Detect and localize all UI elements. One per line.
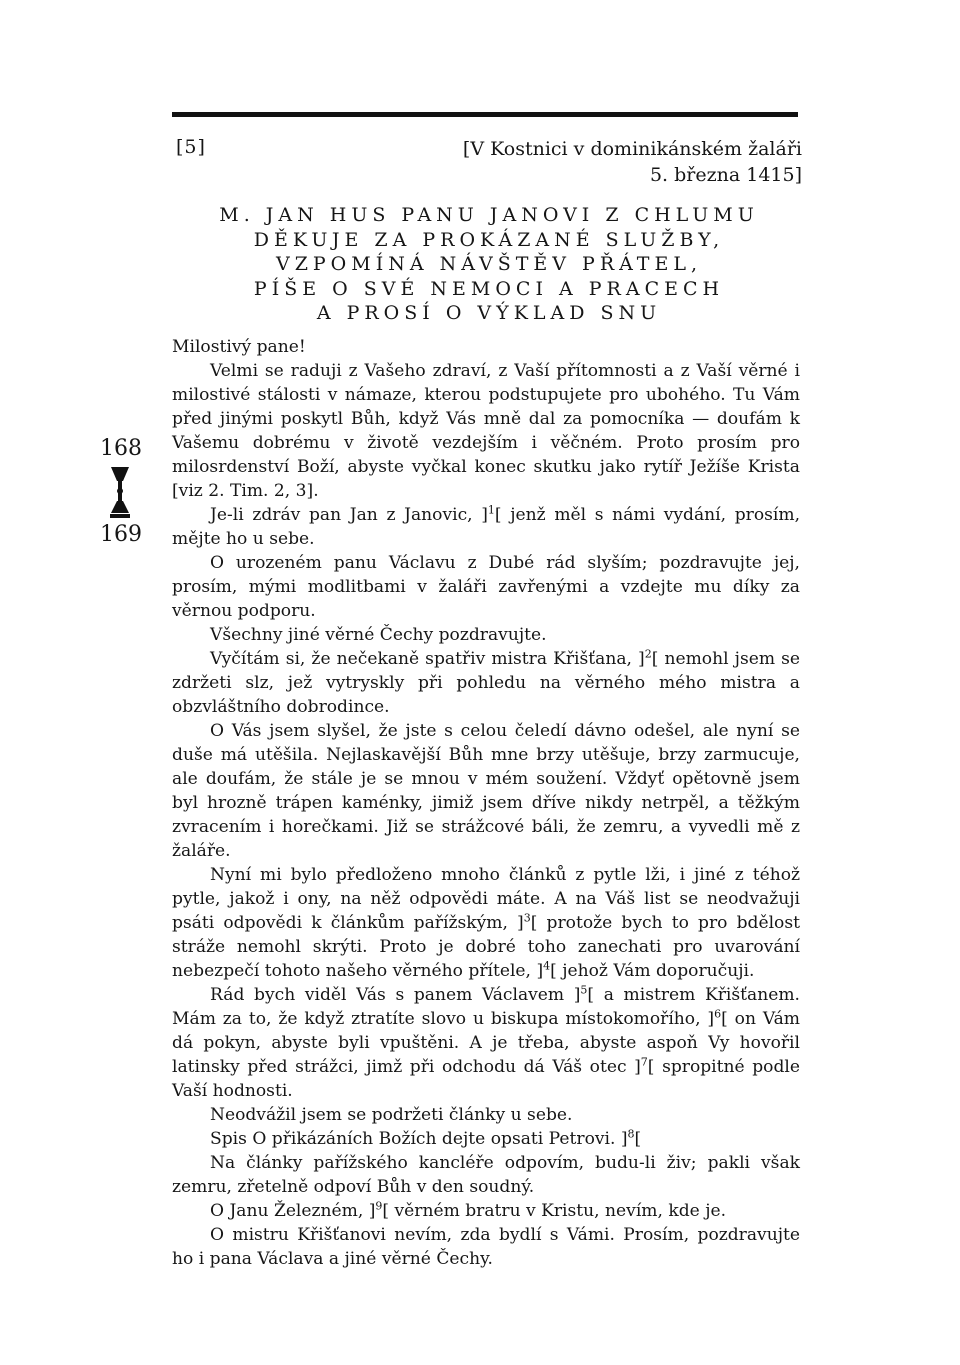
paragraph-text: nemohl jsem se zdržeti slz, jež vytryskly při pohledu na věrného mého mistra a obzvláštního dobrodince. — [172, 649, 800, 717]
paragraph: Velmi se raduji z Vašeho zdraví, z Vaší přítomnosti a z Vaší věrné i milostivé stálosti v námaze, kterou podstupujete pro ubohého. Tu Vám před jinými poskytl Bůh, když Vás mně dal za pomocníka — doufám k Vašemu dobrému v životě vezdejším i věčném. Proto prosím pro milosrdenství Boží, abyste vyčkal konec skutku jako rytíř Ježíše Krista [viz 2. Tim. 2, 3]. — [172, 361, 800, 501]
footnote-marker: ]$^3$[ — [517, 911, 538, 933]
paragraph: Neodvážil jsem se podržeti články u sebe. — [210, 1105, 573, 1125]
footnote-marker: ]$^5$[ — [573, 983, 595, 1005]
paragraph — [172, 503, 800, 551]
dateline-place: [V Kostnici v dominikánském žaláři — [462, 138, 802, 160]
footnote-marker: ]$^4$[ — [536, 959, 557, 981]
footnote-marker: ]$^1$[ — [481, 503, 502, 525]
paragraph-text: jenž měl s námi vydání, prosím, mějte ho u sebe. — [172, 505, 800, 549]
title-line: DĚKUJE ZA PROKÁZANÉ SLUŽBY, — [253, 228, 725, 251]
footnote-marker: ]$^6$[ — [707, 1007, 728, 1029]
top-rule — [172, 112, 798, 117]
title-line: A PROSÍ O VÝKLAD SNU — [316, 302, 662, 324]
paragraph-text: jehož Vám doporučuji. — [562, 961, 755, 981]
margin-page-top: 168 — [100, 436, 142, 461]
footnote-marker: ]$^9$[ — [368, 1199, 390, 1221]
paragraph-text: věrném bratru v Kristu, nevím, kde je. — [394, 1201, 727, 1221]
salutation: Milostivý pane! — [172, 337, 306, 357]
paragraph: Všechny jiné věrné Čechy pozdravujte. — [210, 625, 547, 645]
paragraph-text: on Vám dá pokyn, abyste byli vpuštěni. A je třeba, abyste aspoň Vy hovořil latinsky před strážci, jimž při odchodu dá Váš otec — [172, 1009, 801, 1077]
paragraph: O mistru Křišťanovi nevím, zda bydlí s Vámi. Prosím, pozdravujte ho i pana Václava a jiné věrné Čechy. — [172, 1225, 800, 1269]
title-line: M. JAN HUS PANU JANOVI Z CHLUMU — [219, 204, 759, 226]
paragraph-text: Je-li zdráv pan Jan z Janovic, — [210, 505, 473, 525]
paragraph-text: O Janu Železném, — [210, 1201, 364, 1221]
document-dateline — [463, 136, 802, 188]
paragraph: Na články pařížského kancléře odpovím, budu-li živ; pakli však zemru, zřetelně odpoví Bůh v den soudný. — [172, 1153, 800, 1197]
paragraph-text: Vyčítám si, že nečekaně spatřiv mistra Křišťana, — [210, 649, 632, 669]
document-number: [5] — [176, 136, 206, 158]
paragraph — [172, 647, 800, 719]
paragraph — [172, 983, 800, 1103]
paragraph-text: Nyní mi bylo předloženo mnoho článků z pytle lži, i jiné z téhož pytle, jakož i ony, na něž odpovědi máte. A na Váš list se neodvažuji psáti odpovědi k článkům pařížským, — [172, 865, 800, 933]
letter-body — [172, 335, 800, 1271]
paragraph — [172, 1199, 800, 1223]
dateline-date: 5. března 1415] — [649, 164, 802, 186]
footnote-marker: ]$^8$[ — [620, 1127, 642, 1149]
margin-page-bottom: 169 — [100, 522, 142, 547]
paragraph — [172, 1127, 800, 1151]
margin-page-reference — [100, 437, 140, 547]
paragraph-text: a mistrem Křišťanem. Mám za to, že když ztratíte slovo u biskupa místokomořího, — [172, 985, 800, 1029]
title-line: VZPOMÍNÁ NÁVŠTĚV PŘÁTEL, — [275, 253, 703, 275]
paragraph-text: Rád bych viděl Vás s panem Václavem — [210, 985, 565, 1005]
footnote-marker: ]$^7$[ — [634, 1055, 655, 1077]
paragraph — [172, 863, 800, 983]
title-line: PÍŠE O SVÉ NEMOCI A PRACECH — [253, 277, 725, 300]
paragraph-text: protože bych to pro bdělost stráže nemohl skrýti. Proto je dobré toho zanechati pro uvarování nebezpečí tohoto našeho věrného přítele, — [172, 913, 800, 981]
footnote-marker: ]$^2$[ — [638, 647, 659, 669]
letter-title — [176, 203, 802, 326]
paragraph: O urozeném panu Václavu z Dubé rád slyším; pozdravujte jej, prosím, mými modlitbami v žaláři zavřenými a vzdejte mu díky za věrnou podporu. — [172, 553, 800, 621]
paragraph-text: Spis O přikázáních Božích dejte opsati Petrovi. — [210, 1129, 616, 1149]
paragraph-text: spropitné podle Vaší hodnosti. — [172, 1057, 800, 1101]
chalice-icon — [109, 463, 131, 521]
paragraph: O Vás jsem slyšel, že jste s celou čeledí dávno odešel, ale nyní se duše má utěšila. Nejlaskavější Bůh mne brzy utěšuje, brzy zarmucuje, ale doufám, že stále je se mnou v mém soužení. Vždyť opětovně jsem byl hrozně trápen kaménky, jimiž jsem dříve nikdy netrpěl, a těžkým zvracením i horečkami. Již se strážcové báli, že zemru, a vyvedli mě z žaláře. — [172, 721, 800, 861]
